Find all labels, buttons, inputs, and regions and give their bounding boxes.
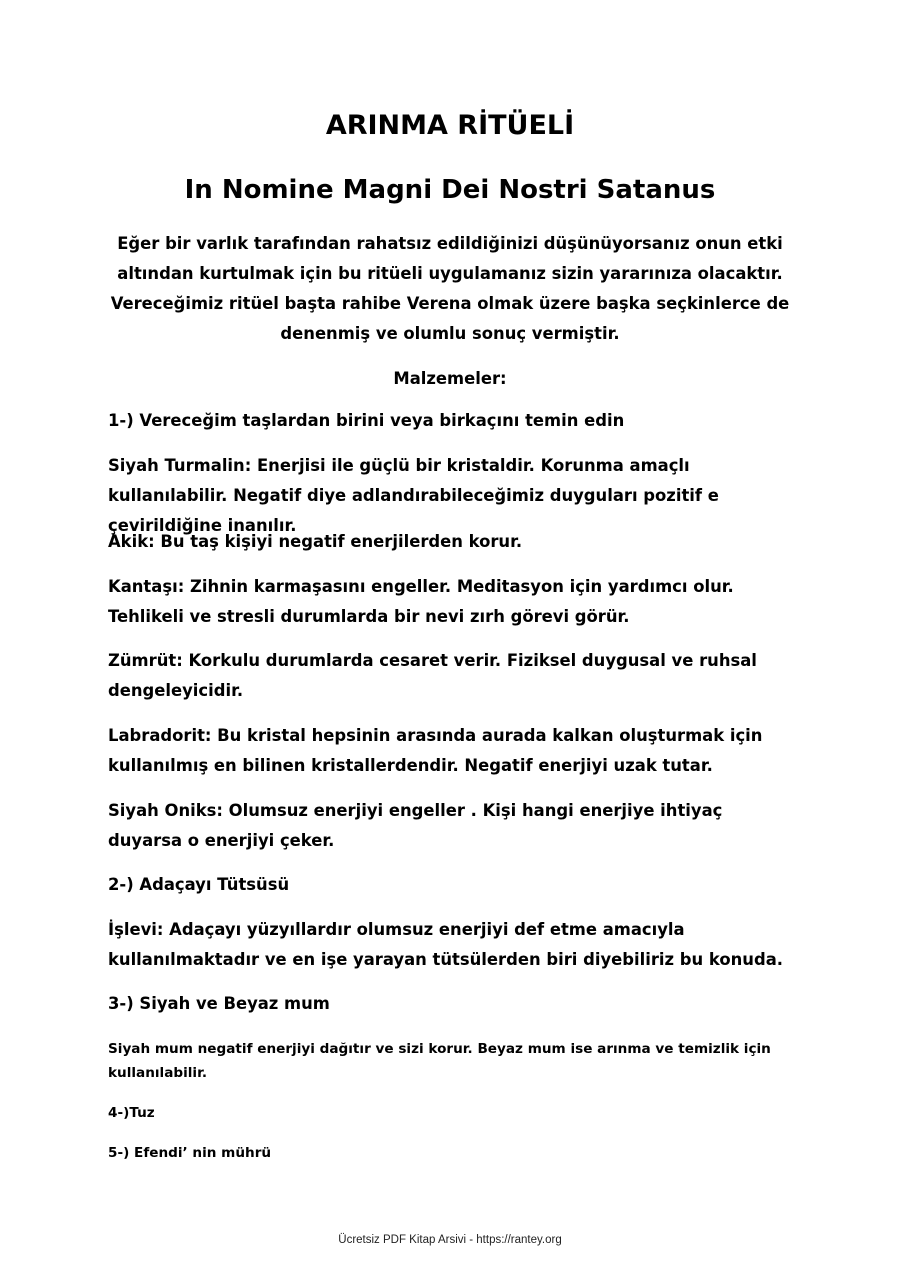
item-adacayi-heading: 2-) Adaçayı Tütsüsü: [108, 875, 290, 894]
item-stones-heading: 1-) Vereceğim taşlardan birini veya birkaçını temin edin: [108, 411, 625, 430]
paragraph-labradorit: Labradorit: Bu kristal hepsinin arasında aurada kalkan oluşturmak için kullanılmış en bilinen kristallerdendir. Negatif enerjiyi uzak tutar.: [108, 726, 763, 775]
footer-text: Ücretsiz PDF Kitap Arsivi - https://rantey.org: [338, 1234, 562, 1246]
item-tuz-heading: 4-)Tuz: [108, 1105, 155, 1121]
page-title: ARINMA RİTÜELİ: [325, 110, 575, 141]
intro-paragraph: Eğer bir varlık tarafından rahatsız edildiğinizi düşünüyorsanız onun etki altından kurtulmak için bu ritüeli uygulamanız sizin yararınıza olacaktır. Vereceğimiz ritüel başta rahibe Verena olmak üzere başka seçkinlerce de denenmiş ve olumlu sonuç vermiştir.: [110, 234, 790, 343]
paragraph-zumrut: Zümrüt: Korkulu durumlarda cesaret verir. Fiziksel duygusal ve ruhsal dengeleyicidir.: [108, 651, 757, 700]
page-subtitle: In Nomine Magni Dei Nostri Satanus: [184, 175, 716, 205]
paragraph-kantasi: Kantaşı: Zihnin karmaşasını engeller. Meditasyon için yardımcı olur. Tehlikeli ve stresli durumlarda bir nevi zırh görevi görür.: [108, 577, 734, 626]
materials-heading: Malzemeler:: [393, 369, 507, 388]
item-mum-heading: 3-) Siyah ve Beyaz mum: [108, 994, 330, 1013]
paragraph-siyah-oniks: Siyah Oniks: Olumsuz enerjiyi engeller . Kişi hangi enerjiye ihtiyaç duyarsa o enerjiyi çeker.: [108, 801, 723, 850]
paragraph-siyah-turmalin: Siyah Turmalin: Enerjisi ile güçlü bir kristaldir. Korunma amaçlı kullanılabilir. Negatif diye adlandırabileceğimiz duyguları pozitif e çevirildiğine inanılır.: [108, 456, 719, 535]
item-muhur-heading: 5-) Efendi’ nin mührü: [108, 1145, 272, 1161]
paragraph-islevi: İşlevi: Adaçayı yüzyıllardır olumsuz enerjiyi def etme amacıyla kullanılmaktadır ve en işe yarayan tütsülerden biri diyebiliriz bu konuda.: [108, 920, 783, 969]
paragraph-akik: Akik: Bu taş kişiyi negatif enerjilerden korur.: [108, 532, 523, 551]
paragraph-mum: Siyah mum negatif enerjiyi dağıtır ve sizi korur. Beyaz mum ise arınma ve temizlik için kullanılabilir.: [108, 1041, 771, 1081]
